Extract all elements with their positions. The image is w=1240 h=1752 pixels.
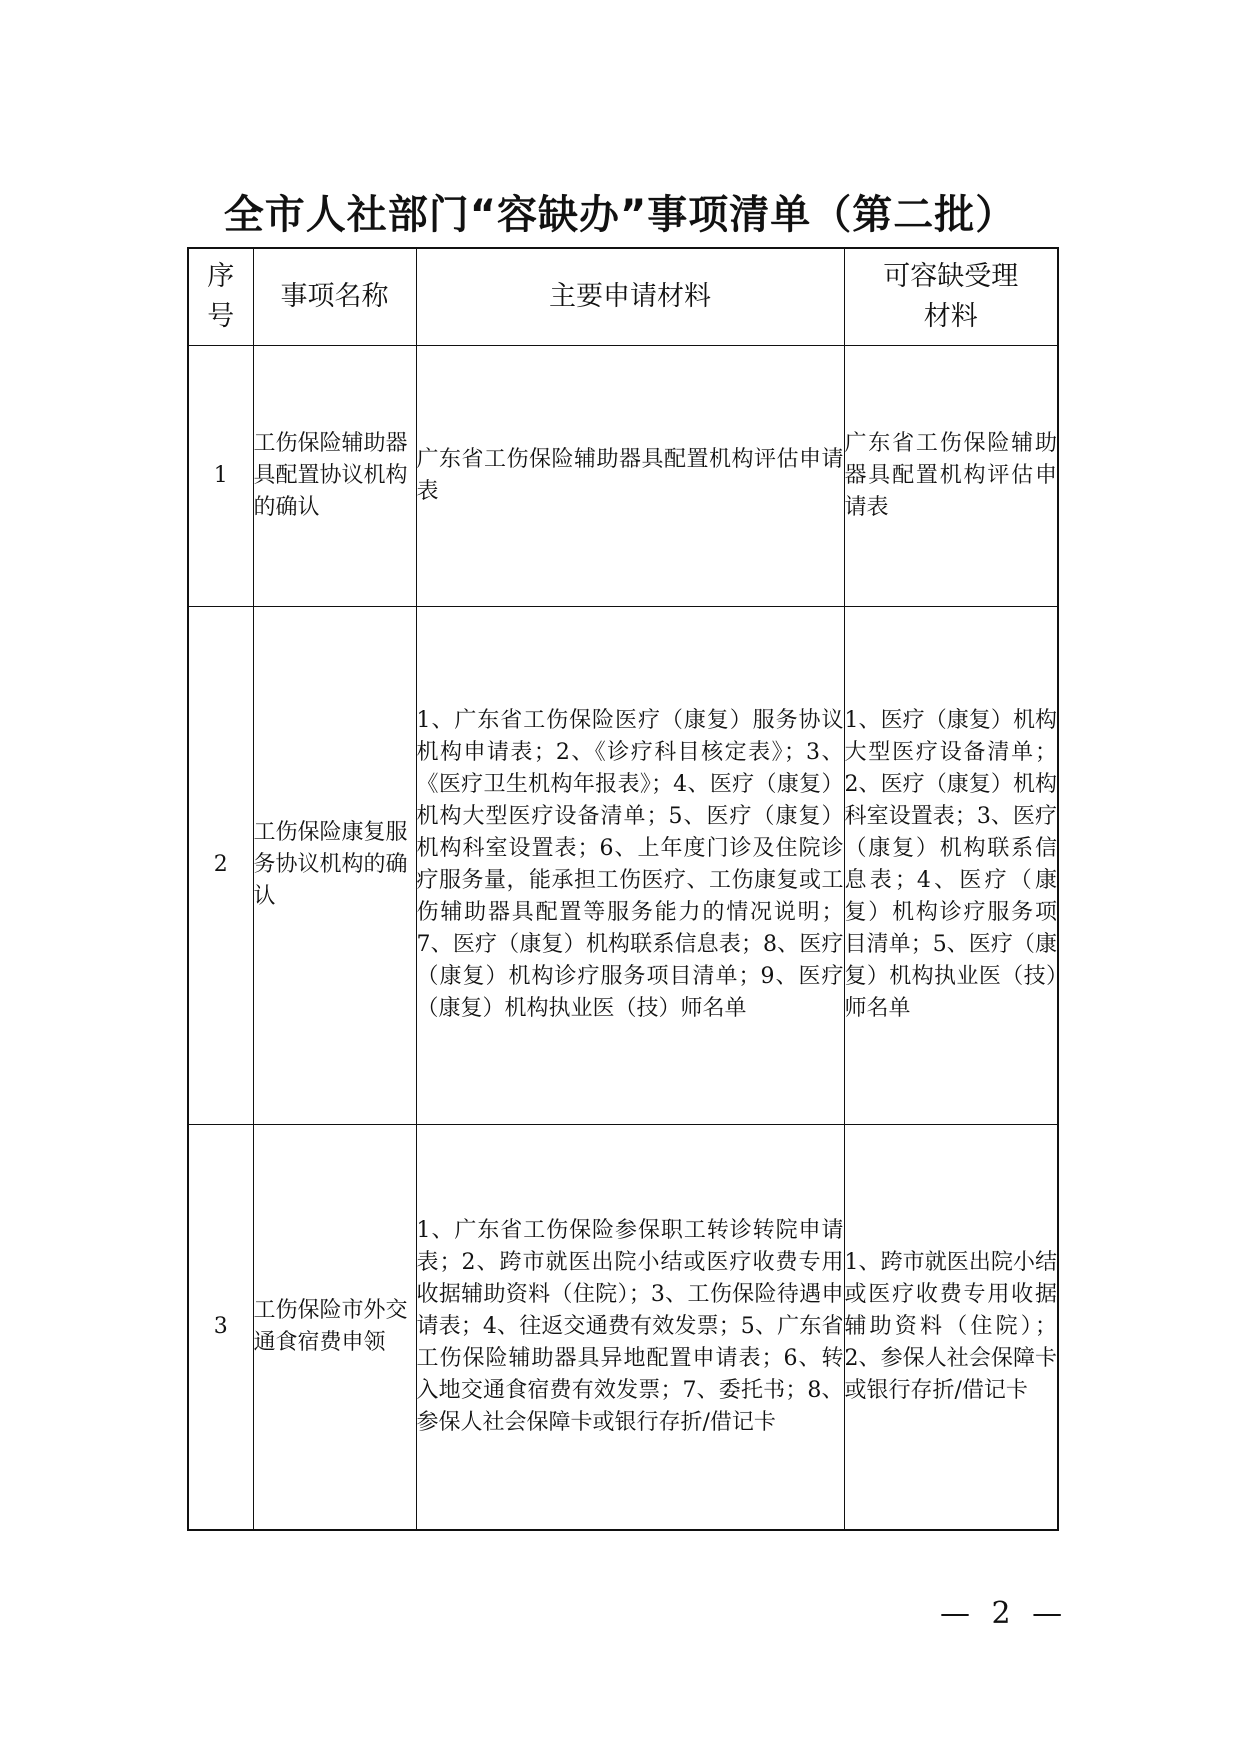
row-name: 工伤保险康复服务协议机构的确认 <box>253 606 416 1124</box>
row-no: 2 <box>188 606 253 1124</box>
header-name: 事项名称 <box>253 248 416 345</box>
row-no: 1 <box>188 345 253 606</box>
row-optional: 1、跨市就医出院小结或医疗收费专用收据辅助资料（住院）；2、参保人社会保障卡或银行存折/借记卡 <box>844 1124 1058 1530</box>
header-materials: 主要申请材料 <box>416 248 844 345</box>
table-row <box>188 345 1058 606</box>
matters-table <box>187 247 1059 1531</box>
header-optional: 可容缺受理材料 <box>844 248 1058 345</box>
row-name: 工伤保险辅助器具配置协议机构的确认 <box>253 345 416 606</box>
row-materials: 1、广东省工伤保险参保职工转诊转院申请表；2、跨市就医出院小结或医疗收费专用收据辅助资料（住院）；3、工伤保险待遇申请表；4、往返交通费有效发票；5、广东省工伤保险辅助器具异地配置申请表；6、转入地交通食宿费有效发票；7、委托书；8、参保人社会保障卡或银行存折/借记卡 <box>416 1124 844 1530</box>
page-number: — 2 — <box>940 1596 1069 1631</box>
document-title: 全市人社部门“容缺办”事项清单（第二批） <box>223 192 1017 238</box>
row-optional: 广东省工伤保险辅助器具配置机构评估申请表 <box>844 345 1058 606</box>
row-name: 工伤保险市外交通食宿费申领 <box>253 1124 416 1530</box>
table-row <box>188 606 1058 1124</box>
header-no: 序号 <box>188 248 253 345</box>
row-no: 3 <box>188 1124 253 1530</box>
table-header-row <box>188 248 1058 345</box>
table-row <box>188 1124 1058 1530</box>
row-materials: 1、广东省工伤保险医疗（康复）服务协议机构申请表；2、《诊疗科目核定表》；3、《医疗卫生机构年报表》；4、医疗（康复）机构大型医疗设备清单；5、医疗（康复）机构科室设置表；6、上年度门诊及住院诊疗服务量，能承担工伤医疗、工伤康复或工伤辅助器具配置等服务能力的情况说明；7、医疗（康复）机构联系信息表；8、医疗（康复）机构诊疗服务项目清单；9、医疗（康复）机构执业医（技）师名单 <box>416 606 844 1124</box>
row-materials: 广东省工伤保险辅助器具配置机构评估申请表 <box>416 345 844 606</box>
row-optional: 1、医疗（康复）机构大型医疗设备清单；2、医疗（康复）机构科室设置表；3、医疗（康复）机构联系信息表；4、医疗（康复）机构诊疗服务项目清单；5、医疗（康复）机构执业医（技）师名单 <box>844 606 1058 1124</box>
